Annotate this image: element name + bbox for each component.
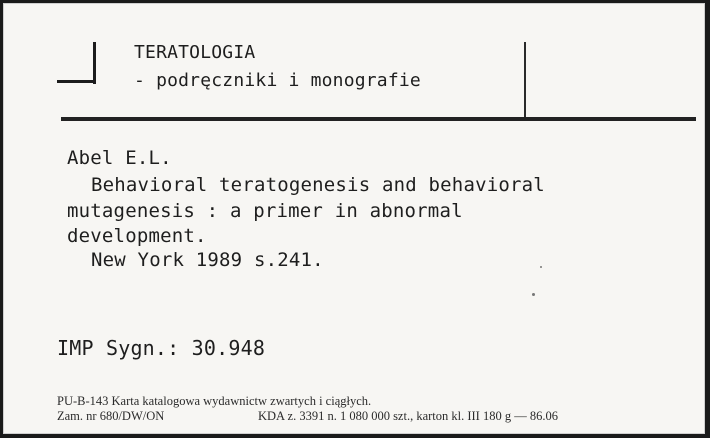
header-rule <box>61 117 696 121</box>
imprint: New York 1989 s.241. <box>91 249 324 271</box>
paper-speck <box>532 293 535 296</box>
corner-bracket-vertical <box>93 42 96 84</box>
subject-subheading: - podręczniki i monografie <box>134 70 421 91</box>
author: Abel E.L. <box>67 147 172 169</box>
title-line-3: development. <box>67 225 207 247</box>
subject-heading: TERATOLOGIA <box>134 42 256 63</box>
form-footer-print-info: KDA z. 3391 n. 1 080 000 szt., karton kl. III 180 g — 86.06 <box>258 409 558 423</box>
header-divider <box>524 42 526 120</box>
title-line-2: mutagenesis : a primer in abnormal <box>67 200 463 222</box>
call-number: IMP Sygn.: 30.948 <box>57 336 266 360</box>
catalog-card <box>3 3 705 434</box>
corner-bracket-horizontal <box>57 80 96 83</box>
form-footer-line-1: PU-B-143 Karta katalogowa wydawnictw zwartych i ciągłych. <box>57 394 372 408</box>
form-footer-order: Zam. nr 680/DW/ON <box>57 409 165 423</box>
paper-speck <box>540 266 542 268</box>
title-line-1: Behavioral teratogenesis and behavioral <box>91 174 545 196</box>
